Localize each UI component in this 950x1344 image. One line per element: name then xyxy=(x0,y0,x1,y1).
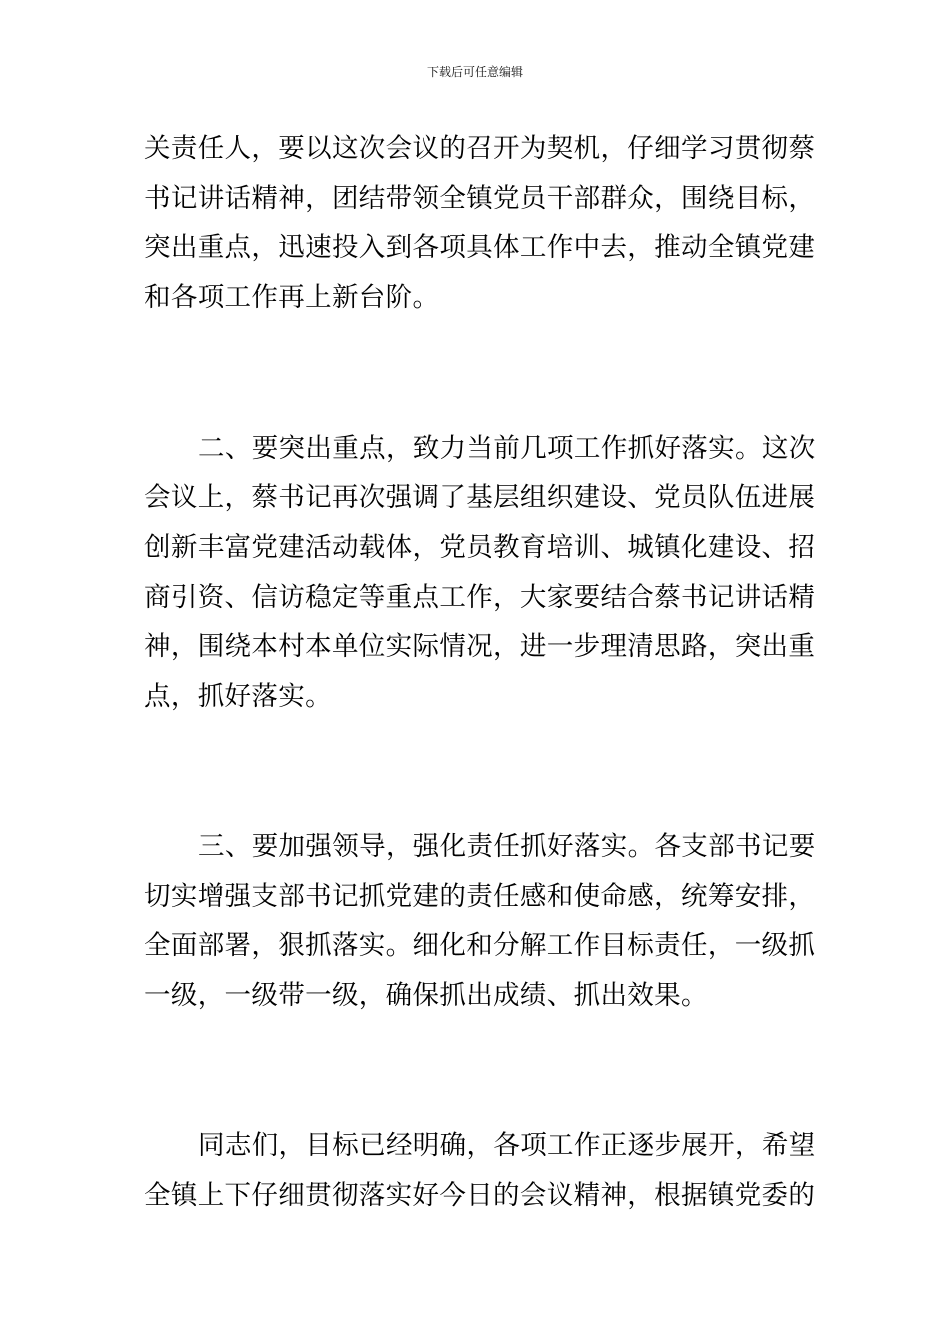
text-line: 神，围绕本村本单位实际情况，进一步理清思路，突出重 xyxy=(144,631,816,662)
text-line: 创新丰富党建活动载体，党员教育培训、城镇化建设、招 xyxy=(144,532,816,563)
text-line: 全面部署，狠抓落实。细化和分解工作目标责任，一级抓 xyxy=(144,930,816,961)
text-line: 切实增强支部书记抓党建的责任感和使命感，统筹安排， xyxy=(144,881,816,912)
text-line: 关责任人，要以这次会议的召开为契机，仔细学习贯彻蔡 xyxy=(144,133,816,164)
text-line: 点，抓好落实。 xyxy=(144,681,332,712)
text-line: 突出重点，迅速投入到各项具体工作中去，推动全镇党建 xyxy=(144,232,816,263)
text-line: 二、要突出重点，致力当前几项工作抓好落实。这次 xyxy=(198,433,816,464)
text-line: 一级，一级带一级，确保抓出成绩、抓出效果。 xyxy=(144,980,708,1011)
text-line: 同志们，目标已经明确，各项工作正逐步展开，希望 xyxy=(198,1130,816,1161)
text-line: 三、要加强领导，强化责任抓好落实。各支部书记要 xyxy=(198,831,816,862)
text-line: 书记讲话精神，团结带领全镇党员干部群众，围绕目标， xyxy=(144,183,816,214)
text-line: 全镇上下仔细贯彻落实好今日的会议精神，根据镇党委的 xyxy=(144,1180,816,1211)
text-line: 会议上，蔡书记再次强调了基层组织建设、党员队伍进展 xyxy=(144,482,816,513)
page-header: 下载后可任意编辑 xyxy=(426,65,523,79)
text-line: 商引资、信访稳定等重点工作，大家要结合蔡书记讲话精 xyxy=(144,582,816,613)
text-line: 和各项工作再上新台阶。 xyxy=(144,282,440,313)
